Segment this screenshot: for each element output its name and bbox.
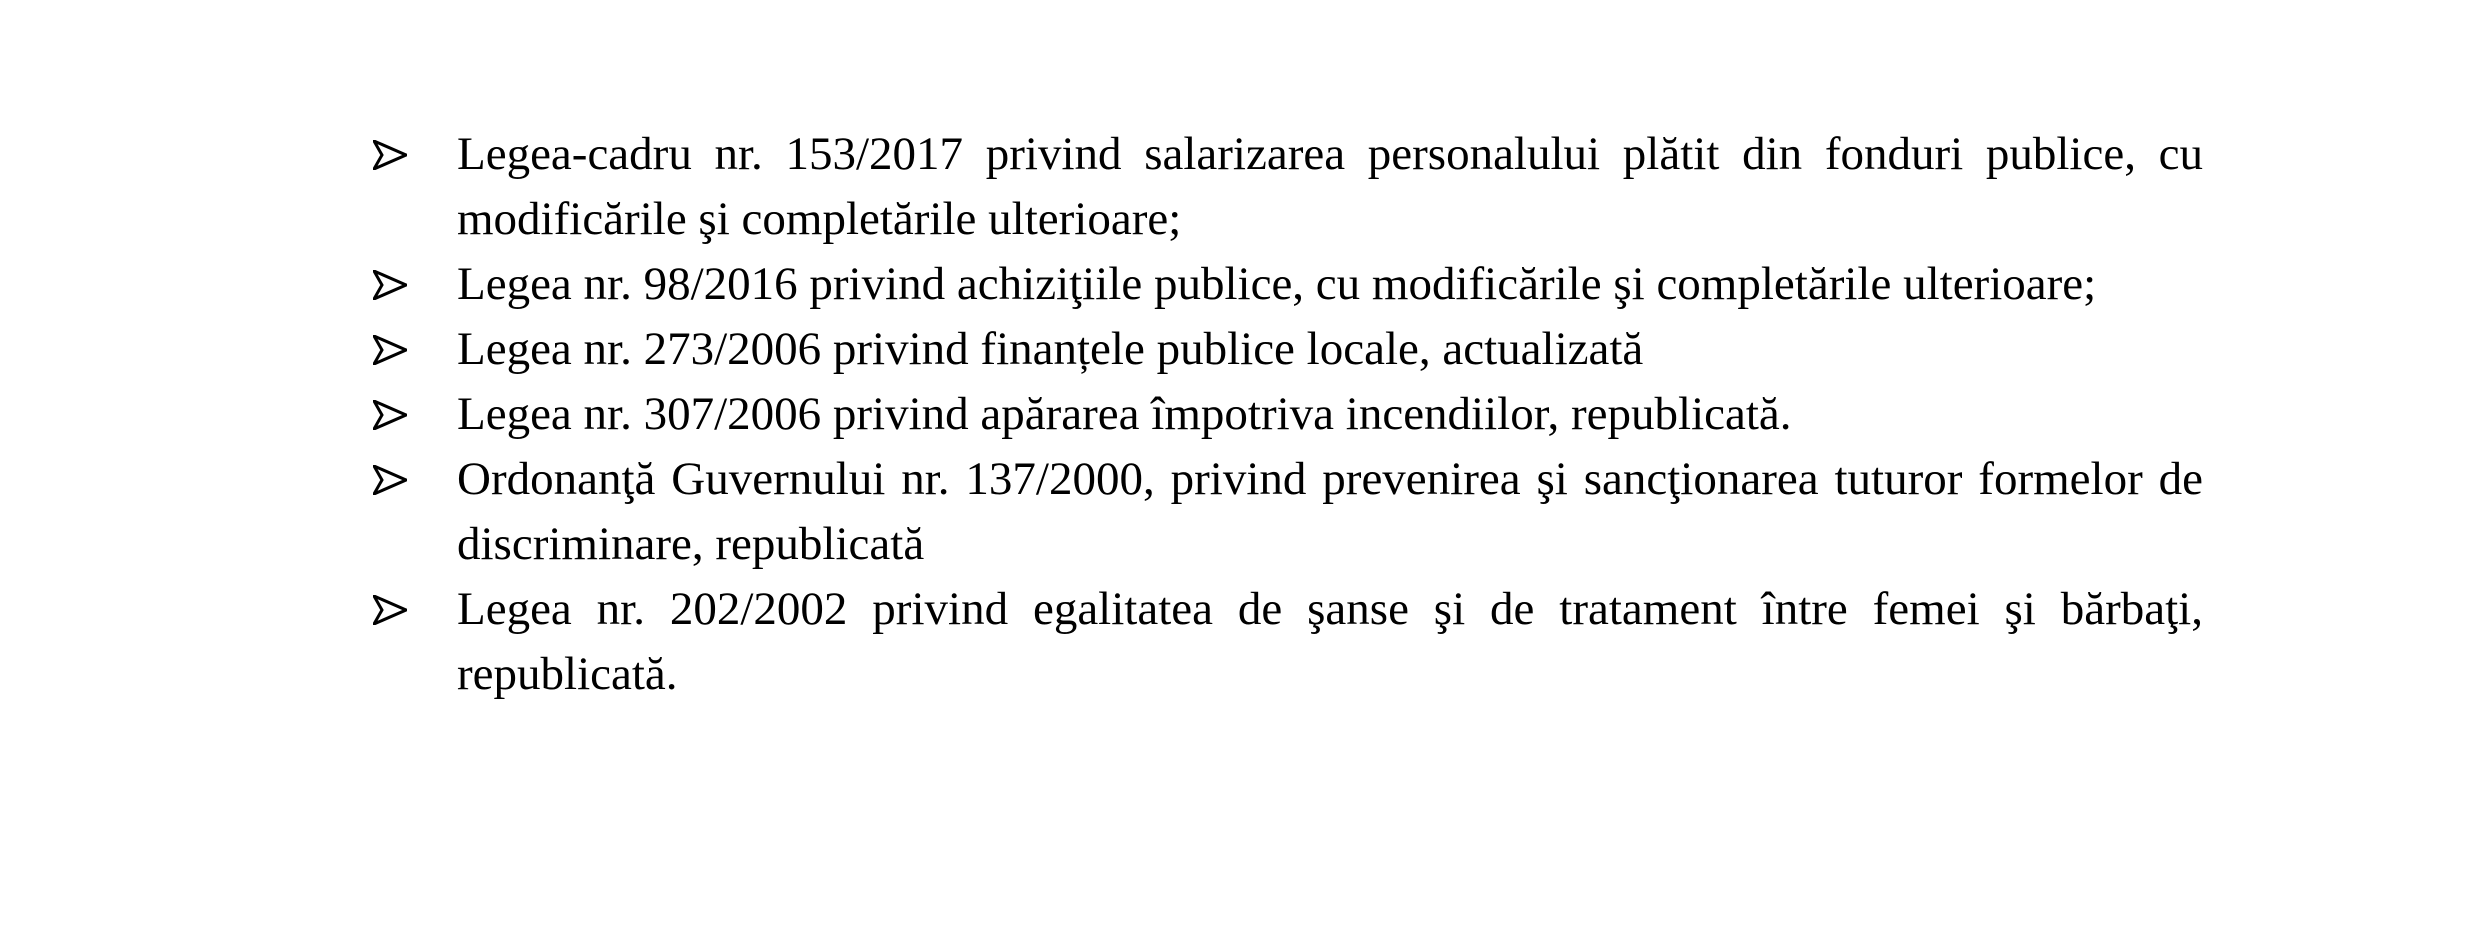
arrowhead-bullet-icon bbox=[373, 317, 423, 382]
arrowhead-bullet-icon bbox=[373, 382, 423, 447]
list-item-text: Ordonanţă Guvernului nr. 137/2000, privind prevenirea şi sancţionarea tuturor formelor de discriminare, republicată bbox=[457, 453, 2203, 570]
list-item-text: Legea nr. 307/2006 privind apărarea împotriva incendiilor, republicată. bbox=[457, 388, 1792, 440]
arrowhead-bullet-icon bbox=[373, 122, 423, 187]
list-item bbox=[373, 382, 2203, 447]
list-item bbox=[373, 252, 2203, 317]
list-item-text: Legea nr. 98/2016 privind achiziţiile publice, cu modificările şi completările ulterioare; bbox=[457, 258, 2097, 310]
list-item-text: Legea-cadru nr. 153/2017 privind salarizarea personalului plătit din fonduri publice, cu modificările şi completările ulterioare; bbox=[457, 128, 2203, 245]
list-item bbox=[373, 122, 2203, 252]
arrowhead-bullet-icon bbox=[373, 577, 423, 642]
list-item bbox=[373, 317, 2203, 382]
list-item bbox=[373, 577, 2203, 707]
arrowhead-bullet-icon bbox=[373, 447, 423, 512]
list-item bbox=[373, 447, 2203, 577]
arrowhead-bullet-icon bbox=[373, 252, 423, 317]
list-item-text: Legea nr. 202/2002 privind egalitatea de şanse şi de tratament între femei şi bărbaţi, republicată. bbox=[457, 583, 2203, 700]
list-item-text: Legea nr. 273/2006 privind finanțele publice locale, actualizată bbox=[457, 323, 1644, 375]
legislation-list bbox=[373, 122, 2203, 707]
